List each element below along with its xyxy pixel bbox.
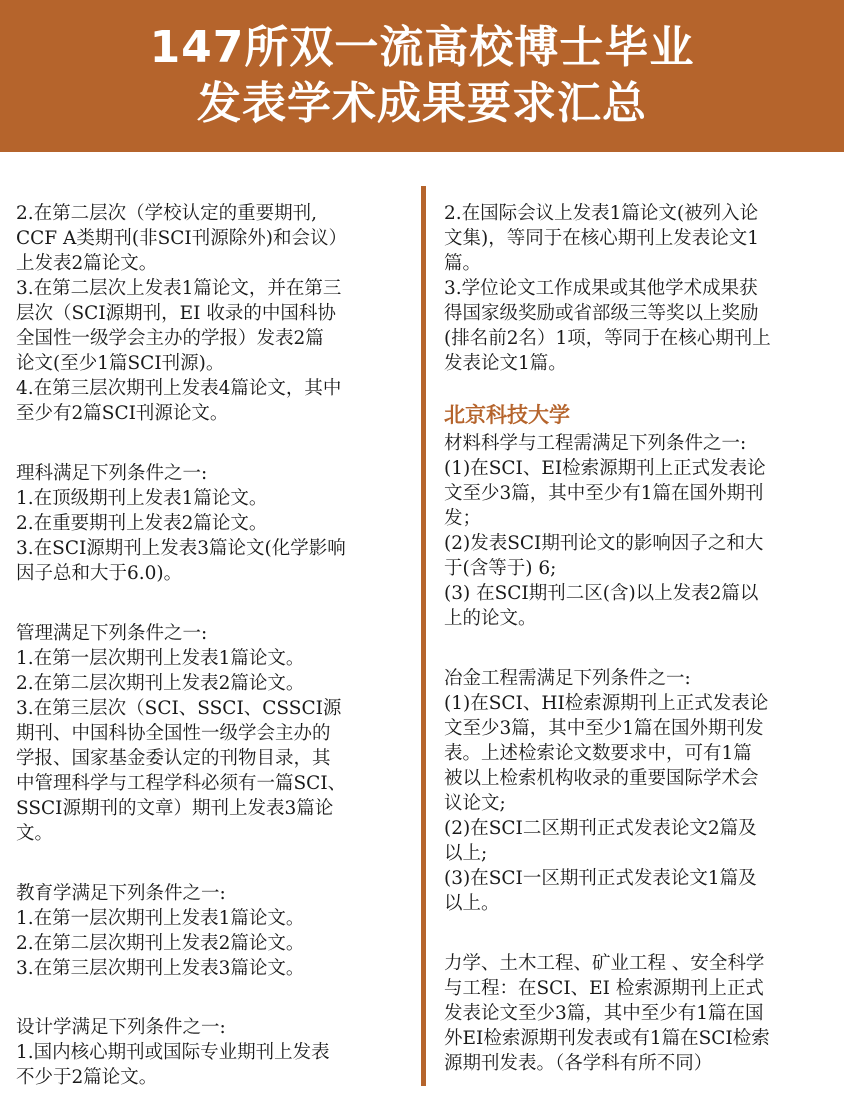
text-line: 议论文; [444, 793, 506, 814]
text-line: 冶金工程需满足下列条件之一: [444, 668, 691, 689]
text-line: 1.在第一层次期刊上发表1篇论文。 [16, 908, 305, 929]
text-line: 文至少3篇，其中至少有1篇在国外期刊 [444, 483, 764, 504]
text-line: 以上; [444, 843, 488, 864]
text-line: (1)在SCI、HI检索源期刊上正式发表论 [444, 693, 769, 714]
text-line: 文至少3篇，其中至少1篇在国外期刊发 [444, 718, 764, 739]
text-line: 教育学满足下列条件之一: [16, 883, 226, 904]
text-line: 1.在顶级期刊上发表1篇论文。 [16, 488, 268, 509]
text-line: 材料科学与工程需满足下列条件之一: [444, 433, 747, 454]
text-line: 1.在第一层次期刊上发表1篇论文。 [16, 648, 305, 669]
text-line: 3.学位论文工作成果或其他学术成果获 [444, 278, 758, 299]
text-line: 得国家级奖励或省部级三等奖以上奖励 [444, 303, 759, 324]
text-line: SSCI源期刊的文章）期刊上发表3篇论 [16, 798, 334, 819]
text-line: 论文(至少1篇SCI刊源)。 [16, 353, 225, 374]
text-line: 发； [444, 508, 482, 529]
text-line: 发表论文1篇。 [444, 353, 567, 374]
text-line: 2.在重要期刊上发表2篇论文。 [16, 513, 268, 534]
text-line: 源期刊发表。（各学科有所不同） [444, 1053, 713, 1074]
text-line: 中管理科学与工程学科必须有一篇SCI、 [16, 773, 347, 794]
text-line: 3.在SCI源期刊上发表3篇论文(化学影响 [16, 538, 346, 559]
text-line: 被以上检索机构收录的重要国际学术会 [444, 768, 759, 789]
text-line: (1)在SCI、EI检索源期刊上正式发表论 [444, 458, 766, 479]
text-line: 表。上述检索论文数要求中，可有1篇 [444, 743, 752, 764]
text-line: 设计学满足下列条件之一: [16, 1017, 226, 1038]
text-line: 至少有2篇SCI刊源论文。 [16, 403, 229, 424]
text-line: 力学、土木工程、矿业工程 、安全科学 [444, 953, 765, 974]
text-line: 理科满足下列条件之一: [16, 463, 208, 484]
text-line: (3)在SCI一区期刊正式发表论文1篇及 [444, 868, 757, 889]
text-line: 2.在第二层次期刊上发表2篇论文。 [16, 673, 305, 694]
text-line: (排名前2名）1项，等同于在核心期刊上 [444, 328, 771, 349]
page-title-line-2: 发表学术成果要求汇总 [197, 78, 647, 129]
text-line: 3.在第三层次（SCI、SSCI、CSSCI源 [16, 698, 342, 719]
text-line: 以上。 [444, 893, 500, 914]
text-line: 管理满足下列条件之一: [16, 623, 208, 644]
text-line: (2)发表SCI期刊论文的影响因子之和大 [444, 533, 764, 554]
text-line: 3.在第三层次期刊上发表3篇论文。 [16, 958, 305, 979]
text-line: 2.在国际会议上发表1篇论文(被列入论 [444, 203, 759, 224]
text-line: 篇。 [444, 253, 482, 274]
text-line: (3) 在SCI期刊二区(含)以上发表2篇以 [444, 583, 759, 604]
text-line: 全国性一级学会主办的学报）发表2篇 [16, 328, 324, 349]
text-line: 2.在第二层次（学校认定的重要期刊, [16, 203, 318, 224]
text-line: CCF A类期刊(非SCI刊源除外)和会议） [16, 228, 347, 249]
column-divider [421, 186, 426, 1086]
text-line: 与工程：在SCI、EI 检索源期刊上正式 [444, 978, 764, 999]
text-line: 外EI检索源期刊发表或有1篇在SCI检索 [444, 1028, 770, 1049]
text-line: 发表论文至少3篇，其中至少有1篇在国 [444, 1003, 764, 1024]
text-line: 层次（SCI源期刊，EI 收录的中国科协 [16, 303, 336, 324]
text-line: (2)在SCI二区期刊正式发表论文2篇及 [444, 818, 757, 839]
text-line: 不少于2篇论文。 [16, 1067, 158, 1088]
text-line: 2.在第二层次期刊上发表2篇论文。 [16, 933, 305, 954]
university-heading: 北京科技大学 [444, 403, 570, 427]
text-line: 文。 [16, 823, 54, 844]
text-line: 3.在第二层次上发表1篇论文，并在第三 [16, 278, 342, 299]
page-title-line-1: 147所双一流高校博士毕业 [149, 22, 695, 73]
text-line: 上发表2篇论文。 [16, 253, 158, 274]
text-line: 4.在第三层次期刊上发表4篇论文，其中 [16, 378, 342, 399]
text-line: 文集)，等同于在核心期刊上发表论文1 [444, 228, 759, 249]
text-line: 学报、国家基金委认定的刊物目录，其 [16, 748, 331, 769]
text-line: 因子总和大于6.0)。 [16, 563, 183, 584]
text-line: 1.国内核心期刊或国际专业期刊上发表 [16, 1042, 330, 1063]
title-banner [0, 0, 844, 152]
text-line: 期刊、中国科协全国性一级学会主办的 [16, 723, 331, 744]
text-line: 于(含等于) 6; [444, 558, 557, 579]
text-line: 上的论文。 [444, 608, 537, 629]
